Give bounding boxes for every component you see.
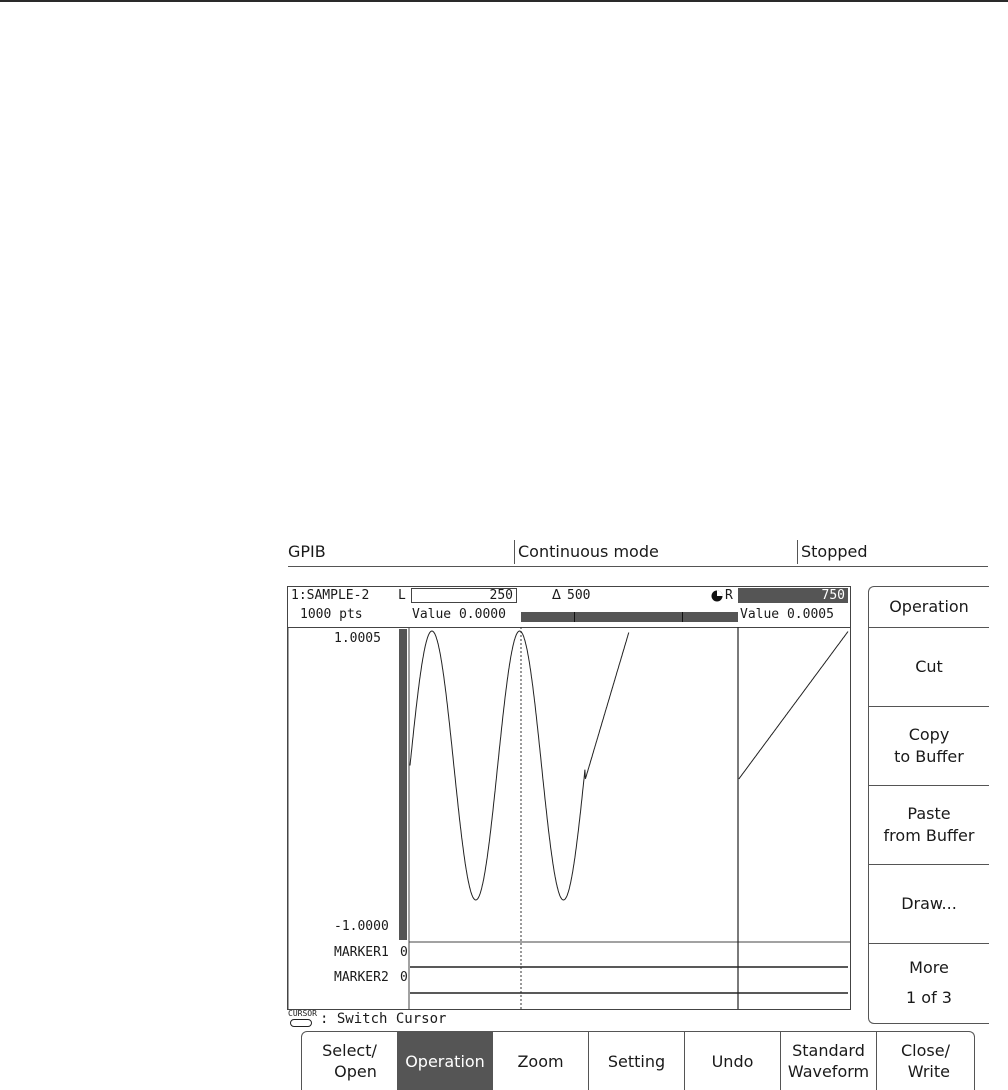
operation-label: Operation	[405, 1051, 485, 1071]
waveform-trace	[410, 631, 848, 900]
page-top-rule	[0, 0, 1008, 2]
close-write-line2: Write	[907, 1062, 950, 1081]
y-axis-min: -1.0000	[334, 919, 389, 934]
select-open-button[interactable]	[302, 1032, 397, 1090]
cursor-hint	[288, 1010, 446, 1028]
delta-value: 500	[567, 588, 591, 603]
delta-icon: Δ	[552, 588, 561, 603]
marker1-label: MARKER1	[334, 945, 389, 960]
status-mode: Continuous mode	[518, 542, 659, 561]
draw-label: Draw...	[901, 894, 957, 913]
select-open-line1: Select/	[322, 1041, 377, 1060]
standard-waveform-line2: Waveform	[787, 1062, 870, 1081]
setting-button[interactable]	[588, 1032, 684, 1090]
right-cursor-label: R	[725, 588, 733, 603]
select-open-line2: Open	[334, 1062, 377, 1081]
left-cursor-value: Value 0.0000	[412, 607, 506, 622]
status-divider	[797, 540, 798, 564]
waveform-display	[287, 586, 851, 1010]
paste-label-line1: Paste	[907, 804, 951, 823]
waveform-plot[interactable]	[288, 587, 850, 1009]
copy-label-line1: Copy	[908, 725, 950, 744]
right-cursor-position[interactable]: 750	[738, 588, 848, 603]
paste-from-buffer-button[interactable]	[869, 786, 989, 865]
undo-button[interactable]	[684, 1032, 780, 1090]
cut-label: Cut	[915, 657, 943, 676]
bottom-menu	[301, 1031, 975, 1090]
y-axis-max: 1.0005	[334, 631, 381, 646]
zoom-button[interactable]	[492, 1032, 588, 1090]
cursor-knob-icon	[288, 1009, 317, 1026]
status-divider	[514, 540, 515, 564]
status-bar	[288, 538, 988, 567]
right-cursor-value: Value 0.0005	[740, 607, 834, 622]
more-label-line1: More	[909, 958, 949, 977]
side-menu-title-label: Operation	[889, 597, 969, 616]
zoom-label: Zoom	[517, 1051, 564, 1071]
marker2-value: 0	[400, 970, 408, 985]
close-write-button[interactable]	[876, 1032, 974, 1090]
cut-button[interactable]	[869, 628, 989, 707]
more-button[interactable]	[869, 944, 989, 1022]
standard-waveform-button[interactable]	[780, 1032, 876, 1090]
cursor-knob-shape	[290, 1019, 312, 1027]
marker1-value: 0	[400, 945, 408, 960]
setting-label: Setting	[607, 1051, 666, 1071]
status-gpib: GPIB	[288, 542, 326, 561]
left-cursor-position[interactable]: 250	[411, 588, 517, 603]
side-menu-title	[869, 587, 989, 628]
marker2-label: MARKER2	[334, 970, 389, 985]
point-count: 1000 pts	[300, 607, 363, 622]
close-write-line1: Close/	[901, 1041, 950, 1060]
left-cursor-label: L	[398, 588, 406, 603]
waveform-name: 1:SAMPLE-2	[291, 588, 370, 603]
cursor-hint-text: : Switch Cursor	[320, 1011, 447, 1027]
copy-to-buffer-button[interactable]	[869, 707, 989, 786]
paste-label-line2: from Buffer	[883, 826, 975, 845]
status-run-state: Stopped	[801, 542, 868, 561]
cursor-knob-label: CURSOR	[288, 1009, 317, 1018]
undo-label: Undo	[711, 1051, 754, 1071]
more-label-line2: 1 of 3	[906, 988, 952, 1007]
operation-button[interactable]	[397, 1032, 492, 1090]
side-menu	[868, 586, 989, 1024]
draw-button[interactable]	[869, 865, 989, 944]
copy-label-line2: to Buffer	[894, 747, 964, 766]
standard-waveform-line1: Standard	[792, 1041, 865, 1060]
